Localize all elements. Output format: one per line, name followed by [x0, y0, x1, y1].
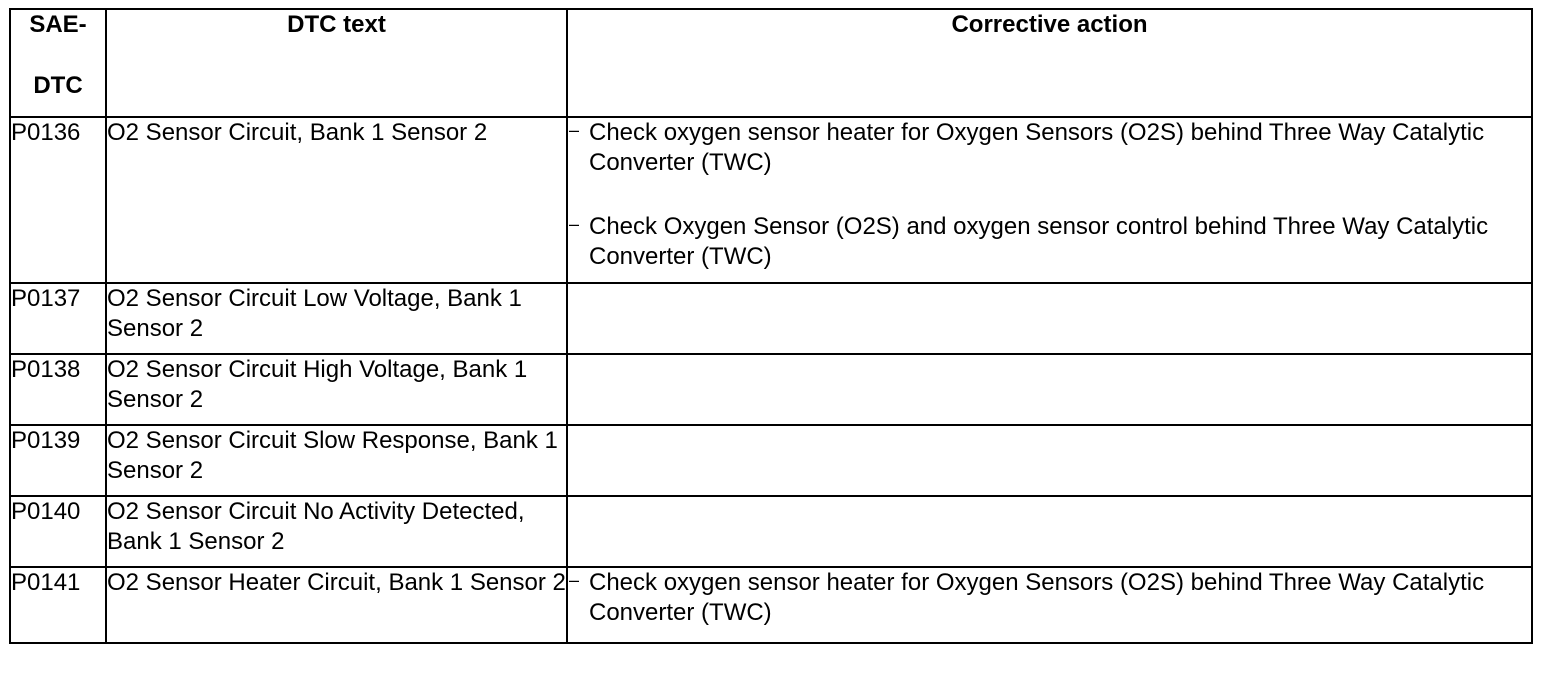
header-sae-dtc: [10, 9, 106, 117]
corrective-action-cell: [567, 354, 1532, 425]
table-row: [10, 117, 1532, 283]
corrective-action-item: [568, 118, 1531, 178]
dash-bullet: –: [569, 120, 580, 140]
dash-bullet: –: [569, 570, 580, 590]
corrective-action-text: Check oxygen sensor heater for Oxygen Sensors (O2S) behind Three Way Catalytic Converter (TWC): [589, 569, 1485, 626]
corrective-action-cell: [567, 283, 1532, 354]
dtc-text: O2 Sensor Circuit, Bank 1 Sensor 2: [106, 117, 567, 283]
dtc-text: O2 Sensor Circuit Low Voltage, Bank 1 Sensor 2: [106, 283, 567, 354]
corrective-action-item: [568, 212, 1531, 272]
corrective-action-cell: [567, 567, 1532, 643]
header-sae-dtc-line1: SAE-: [29, 11, 87, 38]
header-sae-dtc-line2: DTC: [33, 72, 83, 99]
table-row: [10, 283, 1532, 354]
dtc-code: P0139: [10, 425, 106, 496]
dtc-code: P0138: [10, 354, 106, 425]
dtc-table: [9, 8, 1533, 644]
corrective-action-text: Check Oxygen Sensor (O2S) and oxygen sensor control behind Three Way Catalytic Converter (TWC): [589, 213, 1489, 270]
table-row: [10, 496, 1532, 567]
table-row: [10, 354, 1532, 425]
dtc-text: O2 Sensor Circuit Slow Response, Bank 1 Sensor 2: [106, 425, 567, 496]
dtc-text: O2 Sensor Circuit High Voltage, Bank 1 Sensor 2: [106, 354, 567, 425]
corrective-action-cell: [567, 117, 1532, 283]
corrective-action-cell: [567, 425, 1532, 496]
corrective-action-text: Check oxygen sensor heater for Oxygen Sensors (O2S) behind Three Way Catalytic Converter (TWC): [589, 119, 1485, 176]
header-dtc-text: DTC text: [106, 9, 567, 117]
dash-bullet: –: [569, 214, 580, 234]
table-header: [10, 9, 1532, 117]
dtc-code: P0140: [10, 496, 106, 567]
table-row: [10, 567, 1532, 643]
dtc-code: P0141: [10, 567, 106, 643]
dtc-code: P0136: [10, 117, 106, 283]
dtc-text: O2 Sensor Circuit No Activity Detected, Bank 1 Sensor 2: [106, 496, 567, 567]
header-corrective-action: Corrective action: [567, 9, 1532, 117]
corrective-action-cell: [567, 496, 1532, 567]
header-row: [10, 9, 1532, 117]
corrective-action-item: [568, 568, 1531, 628]
table-body: [10, 117, 1532, 643]
table-row: [10, 425, 1532, 496]
dtc-code: P0137: [10, 283, 106, 354]
dtc-text: O2 Sensor Heater Circuit, Bank 1 Sensor 2: [106, 567, 567, 643]
